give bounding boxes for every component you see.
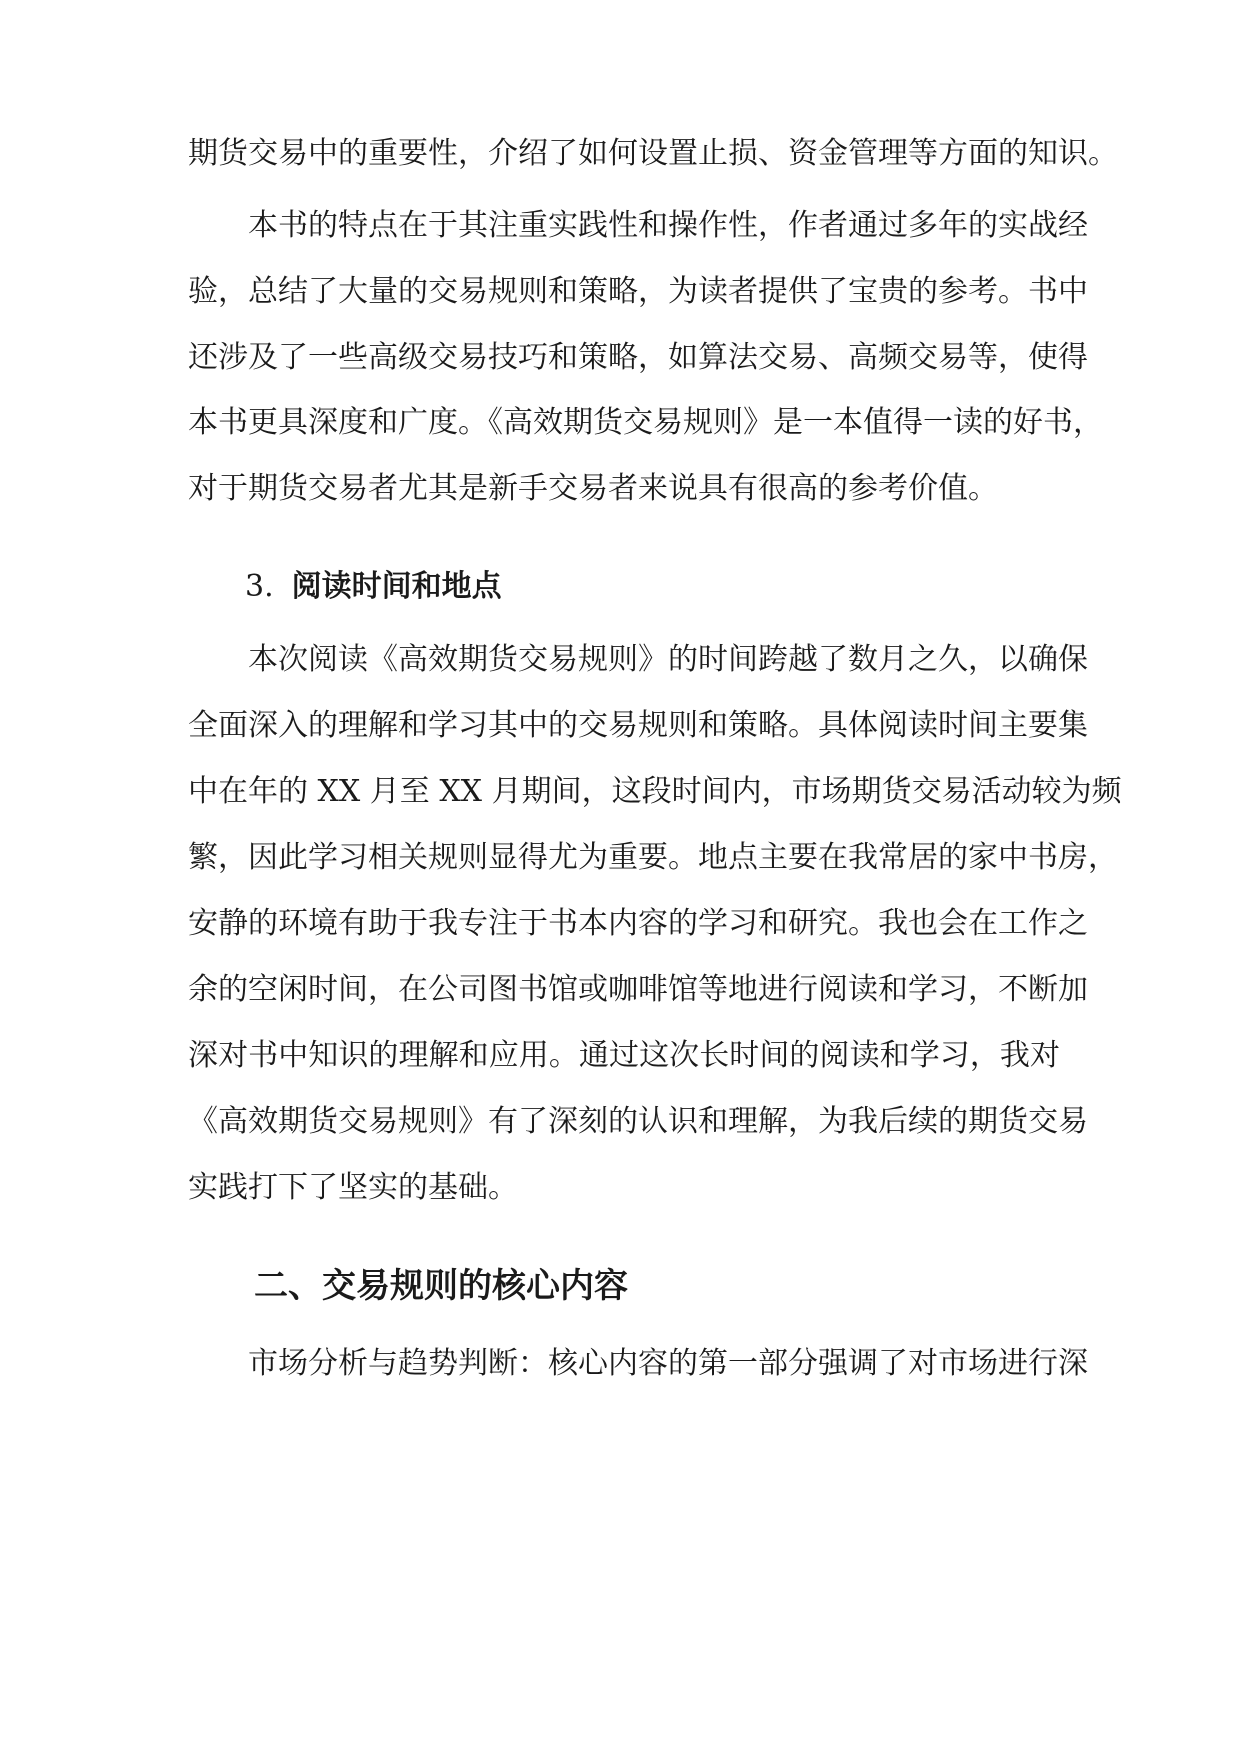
paragraph-2-line-5: 对于期货交易者尤其是新手交易者来说具有很高的参考价值。 <box>188 471 998 506</box>
section-3-number: 3. <box>245 569 274 604</box>
paragraph-3-line-5: 安静的环境有助于我专注于书本内容的学习和研究。我也会在工作之 <box>188 906 1088 941</box>
paragraph-3-line-3: 中在年的 XX 月至 XX 月期间，这段时间内，市场期货交易活动较为频 <box>188 774 1122 809</box>
paragraph-1-line-1: 期货交易中的重要性，介绍了如何设置止损、资金管理等方面的知识。 <box>188 136 1118 171</box>
paragraph-3-line-9: 实践打下了坚实的基础。 <box>188 1170 518 1205</box>
section-3-heading <box>245 567 502 607</box>
paragraph-2-line-2: 验，总结了大量的交易规则和策略，为读者提供了宝贵的参考。书中 <box>188 274 1088 309</box>
paragraph-3-line-1: 本次阅读《高效期货交易规则》的时间跨越了数月之久，以确保 <box>248 642 1088 677</box>
paragraph-3-line-2: 全面深入的理解和学习其中的交易规则和策略。具体阅读时间主要集 <box>188 708 1088 743</box>
paragraph-2-line-1: 本书的特点在于其注重实践性和操作性，作者通过多年的实战经 <box>248 208 1088 243</box>
paragraph-3-line-7: 深对书中知识的理解和应用。通过这次长时间的阅读和学习，我对 <box>188 1038 1060 1073</box>
paragraph-4-line-1: 市场分析与趋势判断：核心内容的第一部分强调了对市场进行深 <box>248 1346 1088 1381</box>
paragraph-3-line-6: 余的空闲时间，在公司图书馆或咖啡馆等地进行阅读和学习，不断加 <box>188 972 1088 1007</box>
paragraph-3-line-8: 《高效期货交易规则》有了深刻的认识和理解，为我后续的期货交易 <box>188 1104 1088 1139</box>
section-2-heading: 二、交易规则的核心内容 <box>254 1266 628 1306</box>
paragraph-3-line-4: 繁，因此学习相关规则显得尤为重要。地点主要在我常居的家中书房， <box>188 840 1118 875</box>
paragraph-2-line-3: 还涉及了一些高级交易技巧和策略，如算法交易、高频交易等，使得 <box>188 340 1088 375</box>
section-3-title: 阅读时间和地点 <box>291 569 502 604</box>
paragraph-2-line-4: 本书更具深度和广度。《高效期货交易规则》是一本值得一读的好书， <box>188 405 1103 440</box>
